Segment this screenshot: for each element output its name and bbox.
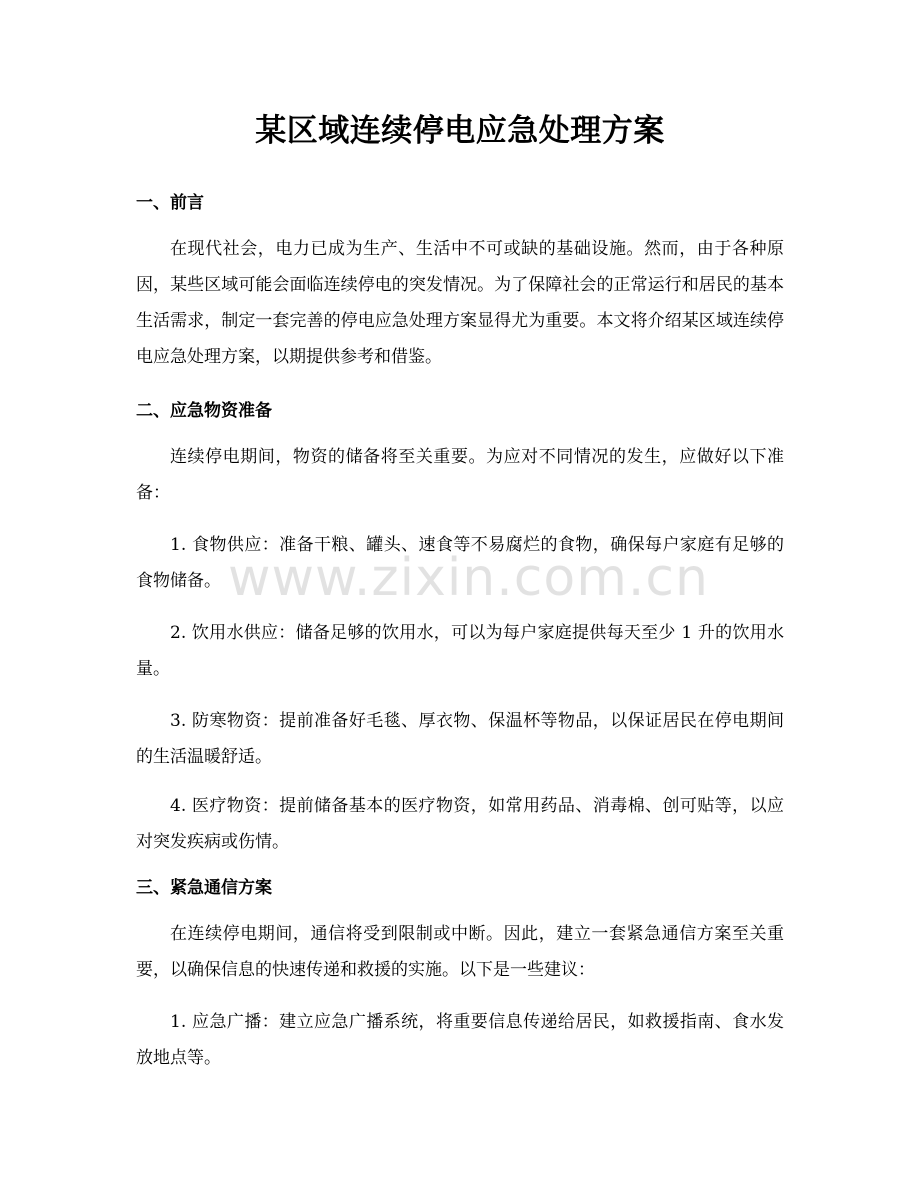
list-item: 4. 医疗物资：提前储备基本的医疗物资，如常用药品、消毒棉、创可贴等，以应对突发疾病或伤情。: [136, 796, 784, 852]
paragraph: 在现代社会，电力已成为生产、生活中不可或缺的基础设施。然而，由于各种原因，某些区域可能会面临连续停电的突发情况。为了保障社会的正常运行和居民的基本生活需求，制定一套完善的停电应急处理方案显得尤为重要。本文将介绍某区域连续停电应急处理方案，以期提供参考和借鉴。: [136, 239, 784, 367]
paragraph: 连续停电期间，物资的储备将至关重要。为应对不同情况的发生，应做好以下准备：: [136, 447, 784, 503]
section-heading-supplies: 二、应急物资准备: [136, 401, 272, 421]
watermark: www.zixin.com.cn: [228, 548, 709, 608]
paragraph: 在连续停电期间，通信将受到限制或中断。因此，建立一套紧急通信方案至关重要，以确保信息的快速传递和救援的实施。以下是一些建议：: [136, 924, 784, 980]
list-item: 2. 饮用水供应：储备足够的饮用水，可以为每户家庭提供每天至少 1 升的饮用水量。: [136, 623, 784, 679]
list-item: 1. 食物供应：准备干粮、罐头、速食等不易腐烂的食物，确保每户家庭有足够的食物储备。: [136, 535, 784, 591]
list-item: 1. 应急广播：建立应急广播系统，将重要信息传递给居民，如救援指南、食水发放地点等。: [136, 1012, 784, 1068]
list-item: 3. 防寒物资：提前准备好毛毯、厚衣物、保温杯等物品，以保证居民在停电期间的生活温暖舒适。: [136, 711, 784, 767]
document-title: 某区域连续停电应急处理方案: [255, 113, 665, 149]
section-heading-communication: 三、紧急通信方案: [136, 878, 272, 898]
section-heading-preface: 一、前言: [136, 193, 204, 213]
